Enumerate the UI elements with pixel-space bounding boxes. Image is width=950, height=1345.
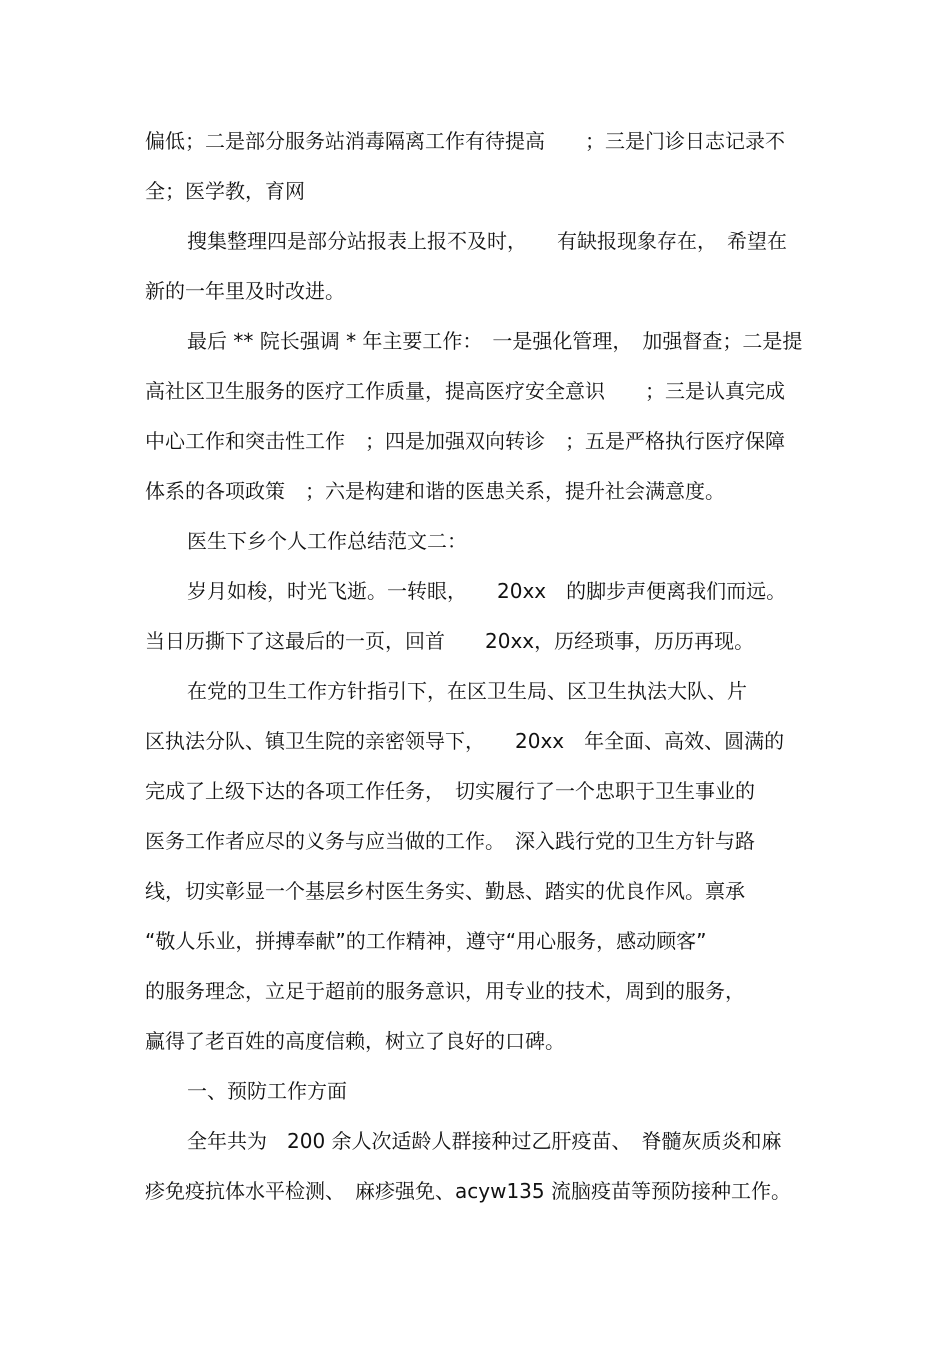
- section-heading-example-two: 医生下乡个人工作总结范文二：: [187, 529, 467, 553]
- text-line-4: 新的一年里及时改进。: [145, 279, 345, 303]
- text-line-3: 搜集整理四是部分站报表上报不及时， 有缺报现象存在， 希望在: [187, 229, 787, 253]
- text-line-8: 体系的各项政策 ；六是构建和谐的医患关系，提升社会满意度。: [145, 479, 725, 503]
- text-line-7: 中心工作和突击性工作 ；四是加强双向转诊 ；五是严格执行医疗保障: [145, 429, 785, 453]
- text-line-6: 高社区卫生服务的医疗工作质量，提高医疗安全意识 ；三是认真完成: [145, 379, 785, 403]
- text-line-16: 线，切实彰显一个基层乡村医生务实、勤恳、踏实的优良作风。禀承: [145, 879, 745, 903]
- text-line-11: 当日历撕下了这最后的一页，回首 20xx，历经琐事，历历再现。: [145, 629, 755, 653]
- text-line-5: 最后 ** 院长强调 * 年主要工作： 一是强化管理， 加强督查；二是提: [187, 329, 803, 353]
- section-heading-prevention: 一、预防工作方面: [187, 1079, 347, 1103]
- text-line-13: 区执法分队、镇卫生院的亲密领导下， 20xx 年全面、高效、圆满的: [145, 729, 785, 753]
- text-line-12: 在党的卫生工作方针指引下，在区卫生局、区卫生执法大队、片: [187, 679, 747, 703]
- text-line-10: 岁月如梭，时光飞逝。一转眼， 20xx 的脚步声便离我们而远。: [187, 579, 787, 603]
- text-line-18: 的服务理念，立足于超前的服务意识，用专业的技术，周到的服务，: [145, 979, 745, 1003]
- text-line-21: 全年共为 200 余人次适龄人群接种过乙肝疫苗、 脊髓灰质炎和麻: [187, 1129, 782, 1153]
- text-line-17: “敬人乐业，拼搏奉献”的工作精神，遵守“用心服务，感动顾客”: [145, 929, 707, 953]
- text-line-2: 全；医学教，育网: [145, 179, 305, 203]
- text-line-15: 医务工作者应尽的义务与应当做的工作。 深入践行党的卫生方针与路: [145, 829, 755, 853]
- text-line-14: 完成了上级下达的各项工作任务， 切实履行了一个忠职于卫生事业的: [145, 779, 755, 803]
- text-line-19: 赢得了老百姓的高度信赖，树立了良好的口碑。: [145, 1029, 565, 1053]
- text-line-22: 疹免疫抗体水平检测、 麻疹强免、acyw135 流脑疫苗等预防接种工作。: [145, 1179, 791, 1203]
- text-line-1: 偏低；二是部分服务站消毒隔离工作有待提高 ；三是门诊日志记录不: [145, 129, 785, 153]
